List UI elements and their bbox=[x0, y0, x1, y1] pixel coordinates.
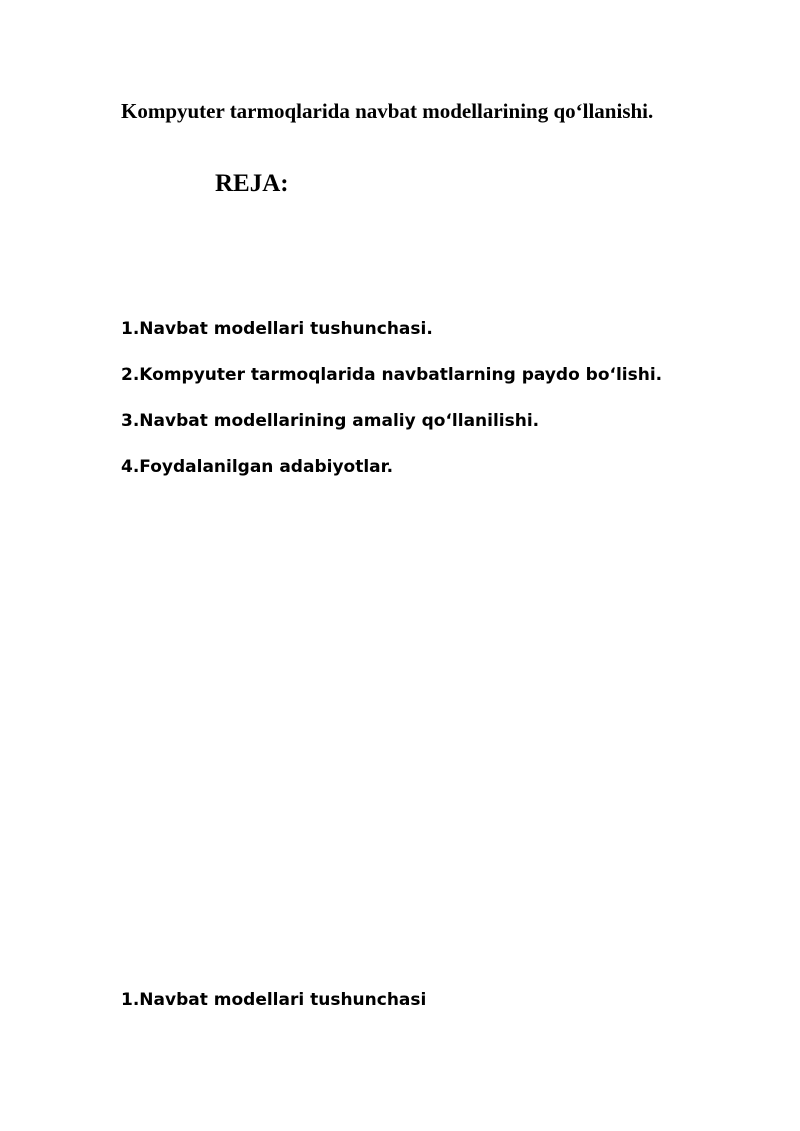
plan-item: 4.Foydalanilgan adabiyotlar. bbox=[121, 457, 394, 477]
plan-list bbox=[121, 316, 662, 500]
plan-item: 3.Navbat modellarining amaliy qo‘llanilishi. bbox=[121, 411, 540, 431]
plan-heading: REJA: bbox=[215, 170, 289, 197]
section-heading: 1.Navbat modellari tushunchasi bbox=[121, 990, 427, 1010]
plan-item: 2.Kompyuter tarmoqlarida navbatlarning paydo bo‘lishi. bbox=[121, 365, 663, 385]
document-title: Kompyuter tarmoqlarida navbat modellarining qo‘llanishi. bbox=[121, 99, 654, 123]
plan-item: 1.Navbat modellari tushunchasi. bbox=[121, 319, 433, 339]
